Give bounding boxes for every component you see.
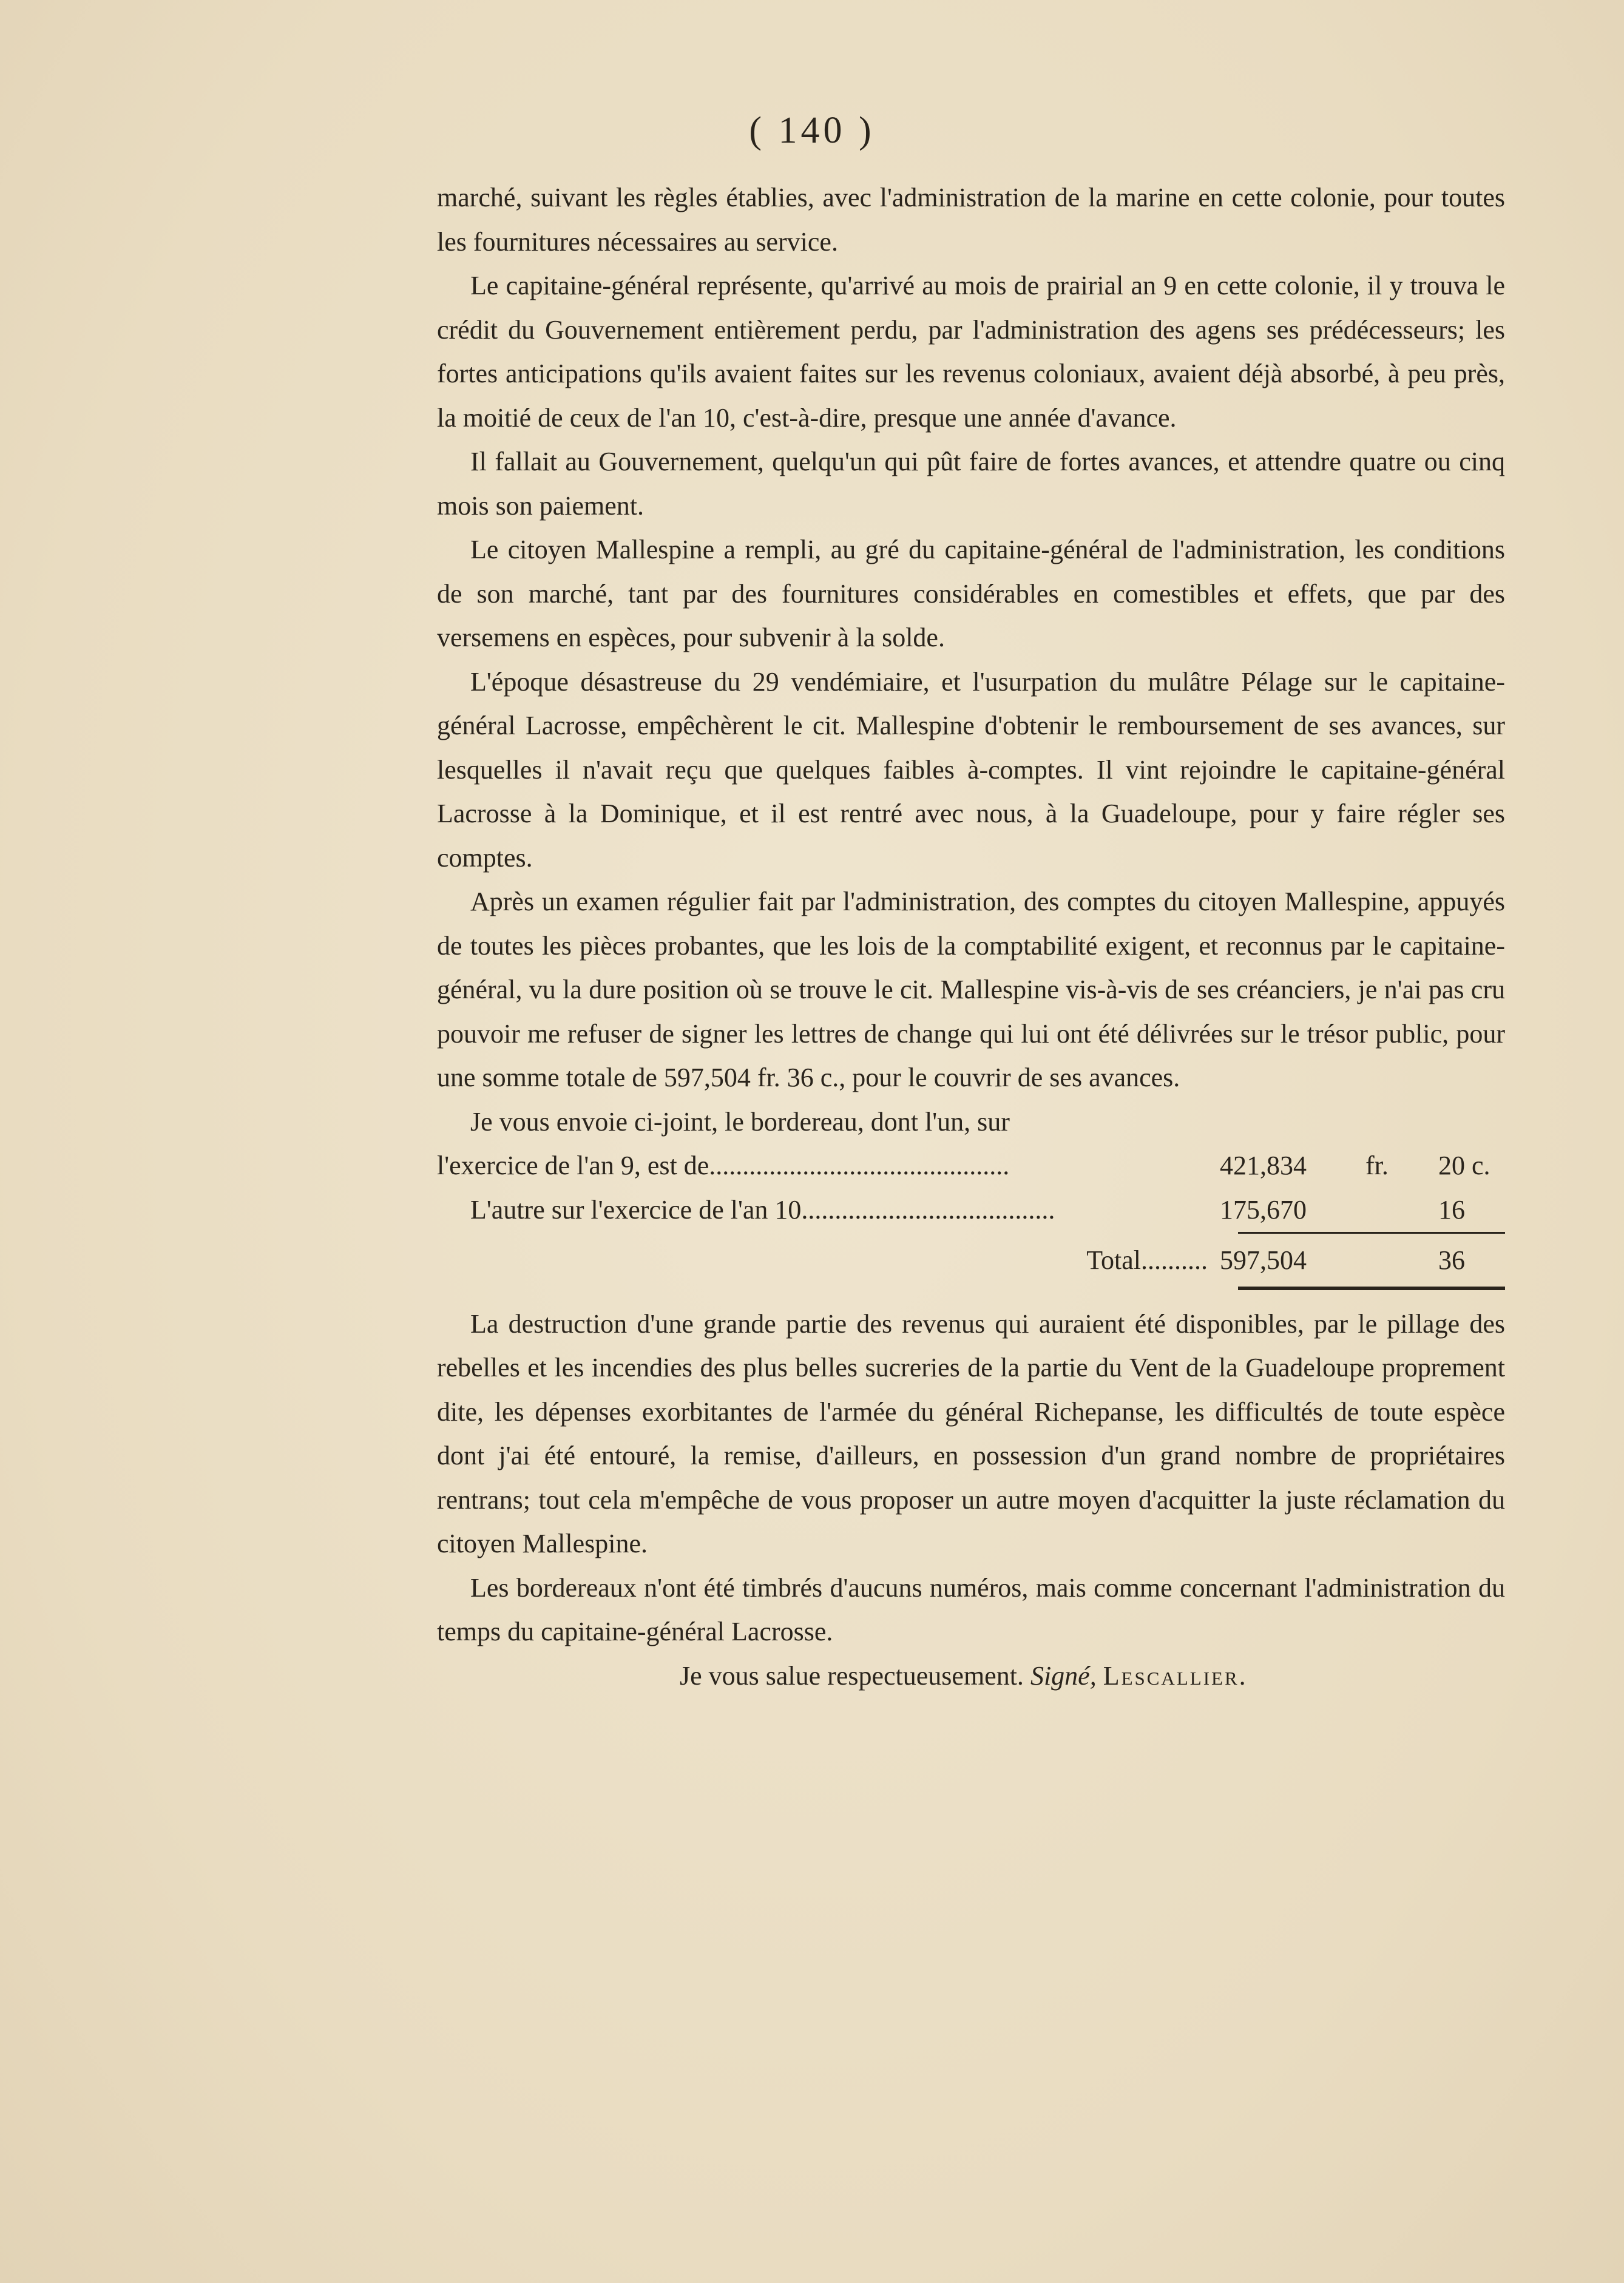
paragraph: L'époque désastreuse du 29 vendémiaire, et l'usurpation du mulâtre Pélage sur le capitaine-général Lacrosse, empêchèrent le cit. Mallespine d'obtenir le remboursement de ses avances, sur lesquelles il n'avait reçu que quelques faibles à-comptes. Il vint rejoindre le capitaine-général Lacrosse à la Dominique, et il est rentré avec nous, à la Guadeloupe, pour y faire régler ses comptes. [437,666,1505,873]
body-text [437,176,1505,1698]
ledger-total-amount: 597,504 [1220,1245,1307,1275]
sum-rule [1238,1232,1505,1234]
ledger-cents: 16 [1438,1194,1465,1225]
paragraph: Il fallait au Gouvernement, quelqu'un qui pût faire de fortes avances, et attendre quatre ou cinq mois son paiement. [437,447,1505,521]
signatory-name: Lescallier. [1103,1660,1248,1691]
paragraph: Les bordereaux n'ont été timbrés d'aucuns numéros, mais comme concernant l'administration du temps du capitaine-général Lacrosse. [437,1572,1505,1646]
paragraph: La destruction d'une grande partie des revenus qui auraient été disponibles, par le pillage des rebelles et les incendies des plus belles sucreries de la partie du Vent de la Guadeloupe proprement dite, les dépenses exorbitantes de l'armée du général Richepanse, les difficultés de toute espèce dont j'ai été entouré, la remise, d'ailleurs, en possession d'un grand nombre de propriétaires rentrans; tout cela m'empêche de vous proposer un autre moyen d'acquitter la juste réclamation du citoyen Mallespine. [437,1308,1505,1558]
salutation: Je vous salue respectueusement. [680,1660,1024,1691]
paragraph: marché, suivant les règles établies, avec l'administration de la marine en cette colonie, pour toutes les fournitures nécessaires au service. [437,183,1505,257]
page-number: ( 140 ) [749,110,875,151]
paragraph: Le citoyen Mallespine a rempli, au gré du capitaine-général de l'administration, les conditions de son marché, tant par des fournitures considérables en comestibles et effets, que par des versemens en espèces, pour subvenir à la solde. [437,535,1505,652]
ledger-row [437,1188,1505,1233]
signed-label: Signé, [1030,1660,1097,1691]
ledger-total-cents: 36 [1438,1245,1465,1275]
ledger-amount: 175,670 [1220,1194,1307,1225]
ledger-amount: 421,834 [1220,1151,1307,1180]
paragraph: Après un examen régulier fait par l'administration, des comptes du citoyen Mallespine, appuyés de toutes les pièces probantes, que les lois de la comptabilité exigent, et reconnus par le capitaine-général, vu la dure position où se trouve le cit. Mallespine vis-à-vis de ses créanciers, je n'ai pas cru pouvoir me refuser de signer les lettres de change qui lui ont été délivrées sur le trésor public, pour une somme totale de 597,504 fr. 36 c., pour le couvrir de ses avances. [437,887,1505,1092]
ledger-cents: 20 c. [1438,1151,1490,1180]
paragraph: Le capitaine-général représente, qu'arrivé au mois de prairial an 9 en cette colonie, il y trouva le crédit du Gouvernement entièrement perdu, par l'administration des agens ses prédécesseurs; les fortes anticipations qu'ils avaient faites sur les revenus coloniaux, avaient déjà absorbé, à peu près, la moitié de ceux de l'an 10, c'est-à-dire, presque une année d'avance. [437,271,1505,433]
ledger-row [437,1144,1505,1188]
ledger-label: L'autre sur l'exercice de l'an 10...................................... [470,1194,1055,1225]
ledger-label: l'exercice de l'an 9, est de............................................. [437,1151,1010,1180]
ledger-total-row [437,1239,1505,1283]
paragraph: Je vous envoie ci-joint, le bordereau, dont l'un, sur [470,1106,1010,1137]
ledger-unit: fr. [1365,1151,1389,1180]
total-rule [1238,1287,1505,1290]
ledger-total-label: Total.......... [1086,1245,1208,1275]
closing-line [437,1654,1505,1699]
